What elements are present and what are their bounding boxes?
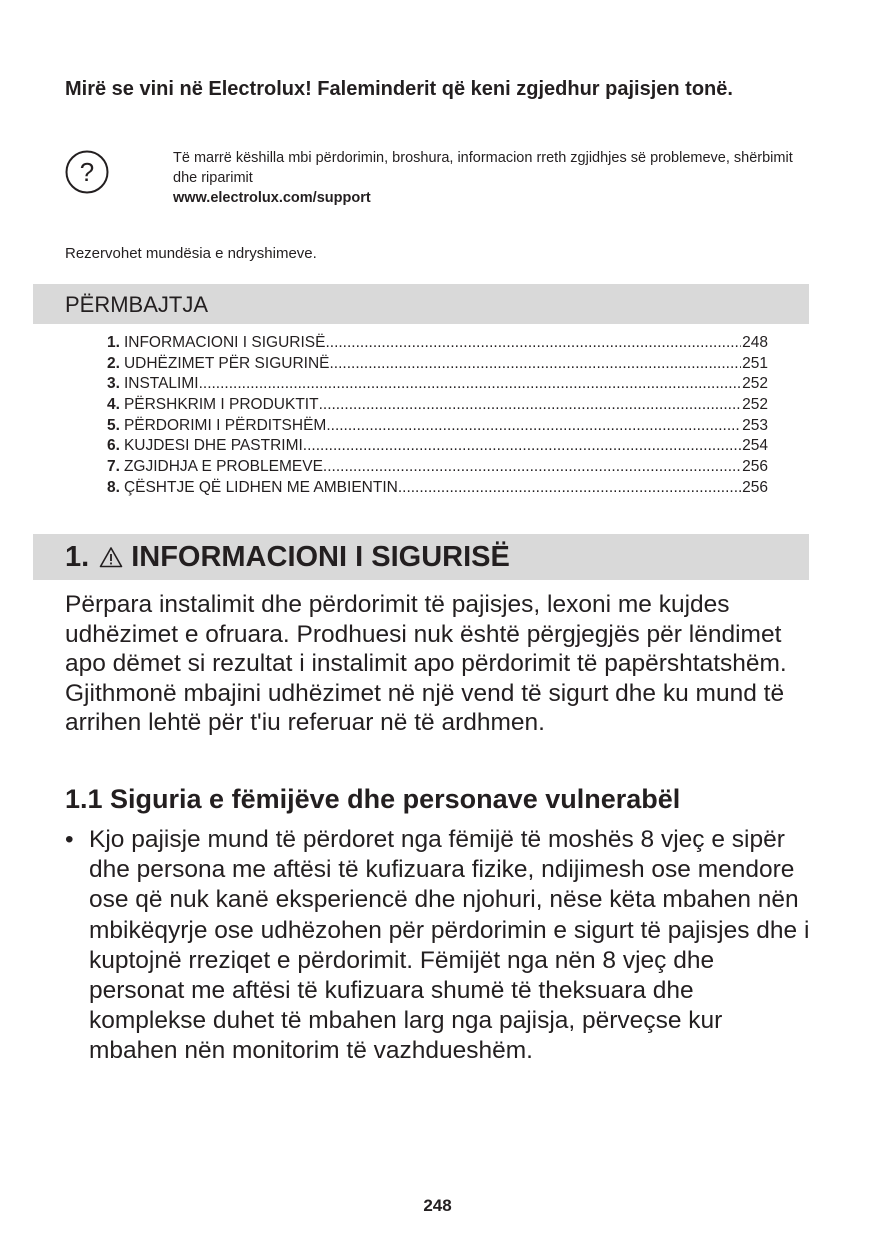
- support-text: Të marrë këshilla mbi përdorimin, broshura, informacion rreth zgjidhjes së problemeve, shërbimit dhe riparimit: [173, 150, 793, 186]
- section-intro-paragraph: Përpara instalimit dhe përdorimit të pajisjes, lexoni me kujdes udhëzimet e ofruara. Prodhuesi nuk është përgjegjës për lëndimet apo dëmet si rezultat i instalimit apo përdorimit të papërshtatshëm. Gjithmonë mbajini udhëzimet në një vend të sigurt dhe ku mund të arrihen lehtë për t'iu referuar në të ardhmen.: [65, 591, 787, 736]
- toc-item-label: ÇËSHTJE QË LIDHEN ME AMBIENTIN: [123, 478, 398, 496]
- toc-item-number: 6.: [107, 437, 120, 455]
- toc-title: PËRMBAJTJA: [65, 292, 209, 317]
- page-number: 248: [423, 1196, 452, 1215]
- bullet-text: Kjo pajisje mund të përdoret nga fëmijë të moshës 8 vjeç e sipër dhe persona me aftësi të kufizuara fizike, ndijimesh ose mendore ose që nuk kanë eksperiencë dhe njohuri, nëse këta mbahen nën mbikëqyrje ose udhëzohen për përdorimin e sigurt të pajisjes dhe i kuptojnë rreziqet e përdorimit. Fëmijët nga nën 8 vjeç dhe personat me aftësi të kufizuara shumë të theksuara dhe komplekse duhet të mbahen larg nga pajisja, përveçse kur mbahen nën monitorim të vazhdueshëm.: [89, 826, 810, 1065]
- subsection-title: 1.1 Siguria e fëmijëve dhe personave vulnerabël: [65, 784, 681, 814]
- toc-item-number: 1.: [107, 334, 120, 351]
- toc-item[interactable]: [107, 333, 768, 354]
- toc-item-label: INSTALIMI: [123, 375, 199, 393]
- toc-item-page: 252: [742, 375, 768, 393]
- section-header-band: [33, 534, 809, 580]
- bullet-marker: •: [65, 826, 74, 853]
- toc-item-number: 3.: [107, 375, 120, 393]
- toc-item-page: 256: [742, 458, 768, 476]
- toc-item[interactable]: [107, 436, 768, 457]
- toc-item-page: 248: [742, 334, 768, 351]
- toc-item-label: INFORMACIONI I SIGURISË: [123, 334, 326, 351]
- toc-item-label: UDHËZIMET PËR SIGURINË: [123, 354, 330, 372]
- toc-item[interactable]: [107, 395, 768, 416]
- list-item: [65, 825, 810, 1067]
- section-title: [65, 540, 510, 574]
- welcome-heading: Mirë se vini në Electrolux! Faleminderit që keni zgjedhur pajisjen tonë.: [65, 78, 733, 100]
- toc-item-page: 254: [742, 437, 768, 455]
- toc-header-band: [33, 284, 809, 324]
- toc-item-number: 2.: [107, 354, 120, 372]
- toc-item[interactable]: [107, 354, 768, 375]
- toc-item-label: ZGJIDHJA E PROBLEMEVE: [123, 458, 323, 476]
- warning-triangle-icon: [99, 546, 123, 568]
- toc-item[interactable]: [107, 457, 768, 478]
- toc-item-label: KUJDESI DHE PASTRIMI: [123, 437, 303, 455]
- support-info: [173, 148, 793, 208]
- toc-item-label: PËRDORIMI I PËRDITSHËM: [123, 416, 327, 434]
- question-circle-icon: [65, 150, 109, 194]
- toc-item-page: 253: [742, 416, 768, 434]
- toc-item-number: 7.: [107, 458, 120, 476]
- toc-item-page: 252: [742, 396, 768, 414]
- support-link[interactable]: www.electrolux.com/support: [173, 190, 371, 206]
- toc-item-number: 4.: [107, 396, 120, 414]
- toc-item-page: 256: [742, 478, 768, 496]
- toc-item[interactable]: [107, 478, 768, 499]
- toc-item-number: 8.: [107, 478, 120, 496]
- svg-text:?: ?: [79, 157, 95, 187]
- toc-item-page: 251: [742, 354, 768, 372]
- section-number: 1.: [65, 541, 90, 573]
- toc-item-number: 5.: [107, 416, 120, 434]
- toc-item[interactable]: [107, 416, 768, 437]
- toc-item-label: PËRSHKRIM I PRODUKTIT: [123, 396, 319, 414]
- reserved-note: Rezervohet mundësia e ndryshimeve.: [65, 245, 317, 262]
- table-of-contents: [107, 333, 768, 499]
- toc-item[interactable]: [107, 374, 768, 395]
- section-title-text: INFORMACIONI I SIGURISË: [131, 541, 510, 573]
